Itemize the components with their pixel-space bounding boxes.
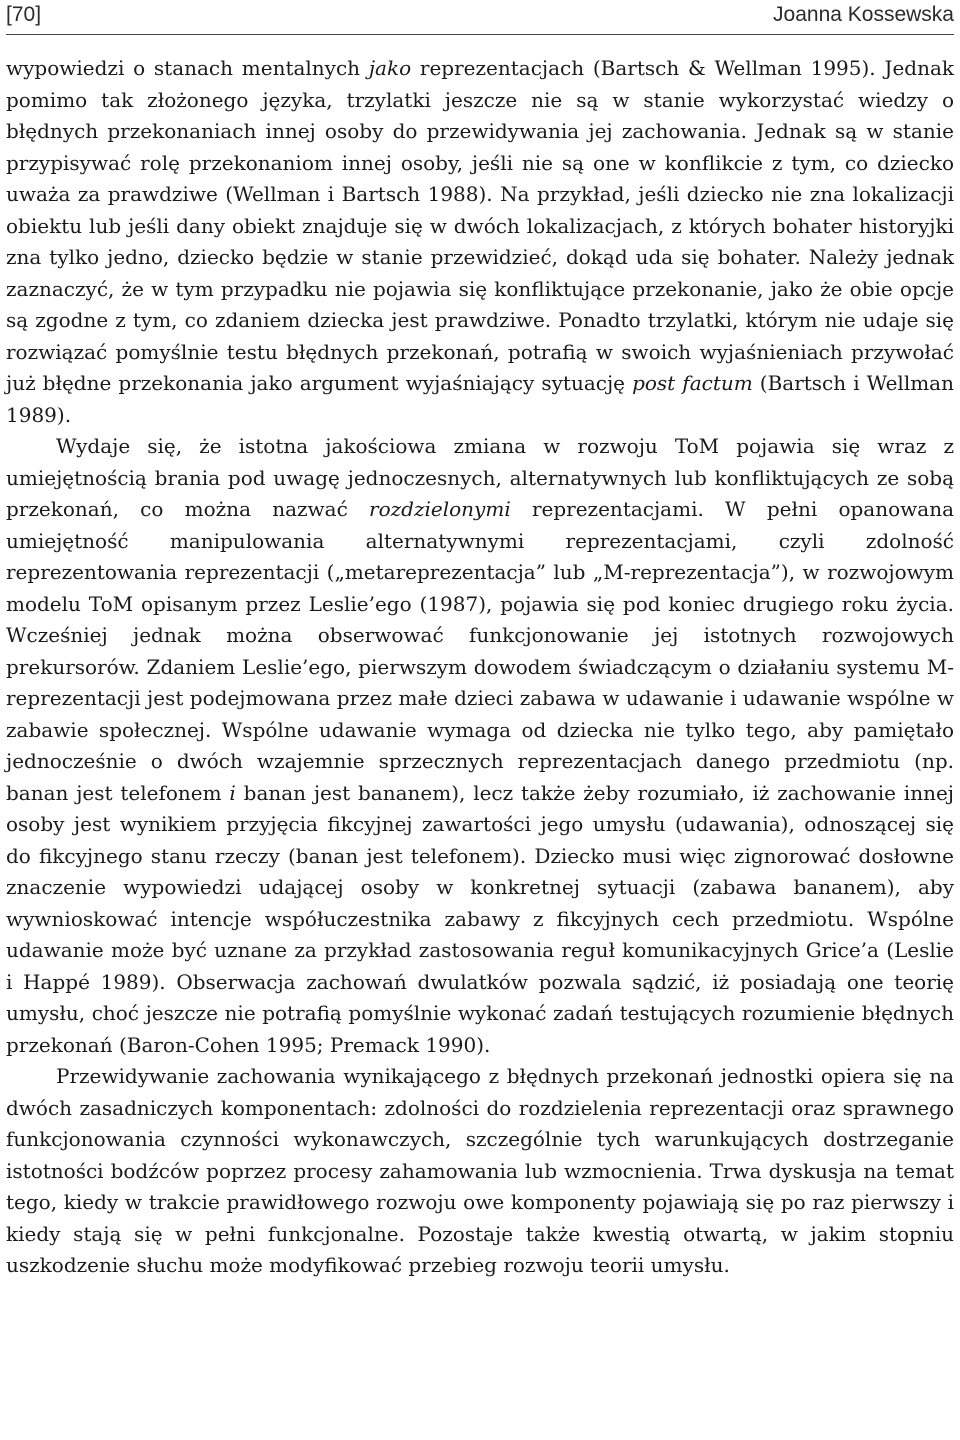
italic-segment: jako [368, 56, 412, 80]
italic-segment: rozdzielonymi [369, 497, 511, 521]
paragraph-3 [6, 1061, 954, 1282]
text-segment: (Bartsch i Wellman 1989). [6, 371, 954, 427]
text-segment: reprezentacjami. W pełni opanowana umiejętność manipulowania alternatywnymi reprezentacjami, czyli zdolność reprezentowania reprezentacji („metareprezentacja” lub „M-reprezentacja”), w rozwojowym modelu ToM opisanym przez Leslie’ego (1987), pojawia się pod koniec drugiego roku życia. Wcześniej jednak można obserwować funkcjonowanie jej istotnych rozwojowych prekursorów. Zdaniem Leslie’ego, pierwszym dowodem świadczącym o działaniu systemu M-reprezentacji jest podejmowana przez małe dzieci zabawa w udawanie i udawanie wspólne w zabawie społecznej. Wspólne udawanie wymaga od dziecka nie tylko tego, aby pamiętało jednocześnie o dwóch wzajemnie sprzecznych reprezentacjach danego przedmiotu (np. banan jest telefonem [6, 497, 954, 805]
paragraph-2 [6, 431, 954, 1061]
paragraph-1 [6, 53, 954, 431]
running-head-author: Joanna Kossewska [773, 3, 954, 26]
text-segment: banan jest bananem), lecz także żeby rozumiało, iż zachowanie innej osoby jest wynikiem przyjęcia fikcyjnej zawartości jego umysłu (udawania), odnoszącej się do fikcyjnego stanu rzeczy (banan jest telefonem). Dziecko musi więc zignorować dosłowne znaczenie wypowiedzi udającej osoby w konkretnej sytuacji (zabawa bananem), aby wywnioskować intencje współuczestnika zabawy z fikcyjnych cech przedmiotu. Wspólne udawanie może być uznane za przykład zastosowania reguł komunikacyjnych Grice’a (Leslie i Happé 1989). Obserwacja zachowań dwulatków pozwala sądzić, iż posiadają one teorię umysłu, choć jeszcze nie potrafią pomyślnie wykonać zadań testujących rozumienie błędnych przekonań (Baron-Cohen 1995; Premack 1990). [6, 780, 954, 1057]
text-segment: Wydaje się, że istotna jakościowa zmiana w rozwoju ToM pojawia się wraz z umiejętnością brania pod uwagę jednoczesnych, alternatywnych lub konfliktujących ze sobą przekonań, co można nazwać [6, 434, 954, 521]
page-number: [70] [6, 3, 42, 26]
italic-segment: post factum [632, 371, 753, 395]
italic-segment: i [229, 780, 236, 805]
running-head [6, 2, 954, 32]
body-text [6, 53, 954, 1282]
text-segment: reprezentacjach (Bartsch & Wellman 1995). Jednak pomimo tak złożonego języka, trzylatki jeszcze nie są w stanie wykorzystać wiedzy o błędnych przekonaniach innej osoby do przewidywania jej zachowania. Jednak są w stanie przypisywać rolę przekonaniom innej osoby, jeśli nie są one w konflikcie z tym, co dziecko uważa za prawdziwe (Wellman i Bartsch 1988). Na przykład, jeśli dziecko nie zna lokalizacji obiektu lub jeśli dany obiekt znajduje się w dwóch lokalizacjach, z których bohater historyjki zna tylko jedno, dziecko będzie w stanie przewidzieć, dokąd uda się bohater. Należy jednak zaznaczyć, że w tym przypadku nie pojawia się konfliktujące przekonanie, jako że obie opcje są zgodne z tym, co zdaniem dziecka jest prawdziwe. Ponadto trzylatki, którym nie udaje się rozwiązać pomyślnie testu błędnych przekonań, potrafią w swoich wyjaśnieniach przywołać już błędne przekonania jako argument wyjaśniający sytuację [6, 56, 955, 395]
text-segment: Przewidywanie zachowania wynikającego z błędnych przekonań jednostki opiera się na dwóch zasadniczych komponentach: zdolności do rozdzielenia reprezentacji oraz sprawnego funkcjonowania czynności wykonawczych, szczególnie tych warunkujących dostrzeganie istotności bodźców poprzez procesy zahamowania lub wzmocnienia. Trwa dyskusja na temat tego, kiedy w trakcie prawidłowego rozwoju owe komponenty pojawiają się po raz pierwszy i kiedy stają się w pełni funkcjonalne. Pozostaje także kwestią otwartą, w jakim stopniu uszkodzenie słuchu może modyfikować przebieg rozwoju teorii umysłu. [6, 1064, 954, 1277]
header-rule [6, 34, 954, 35]
text-segment: wypowiedzi o stanach mentalnych [6, 56, 369, 80]
